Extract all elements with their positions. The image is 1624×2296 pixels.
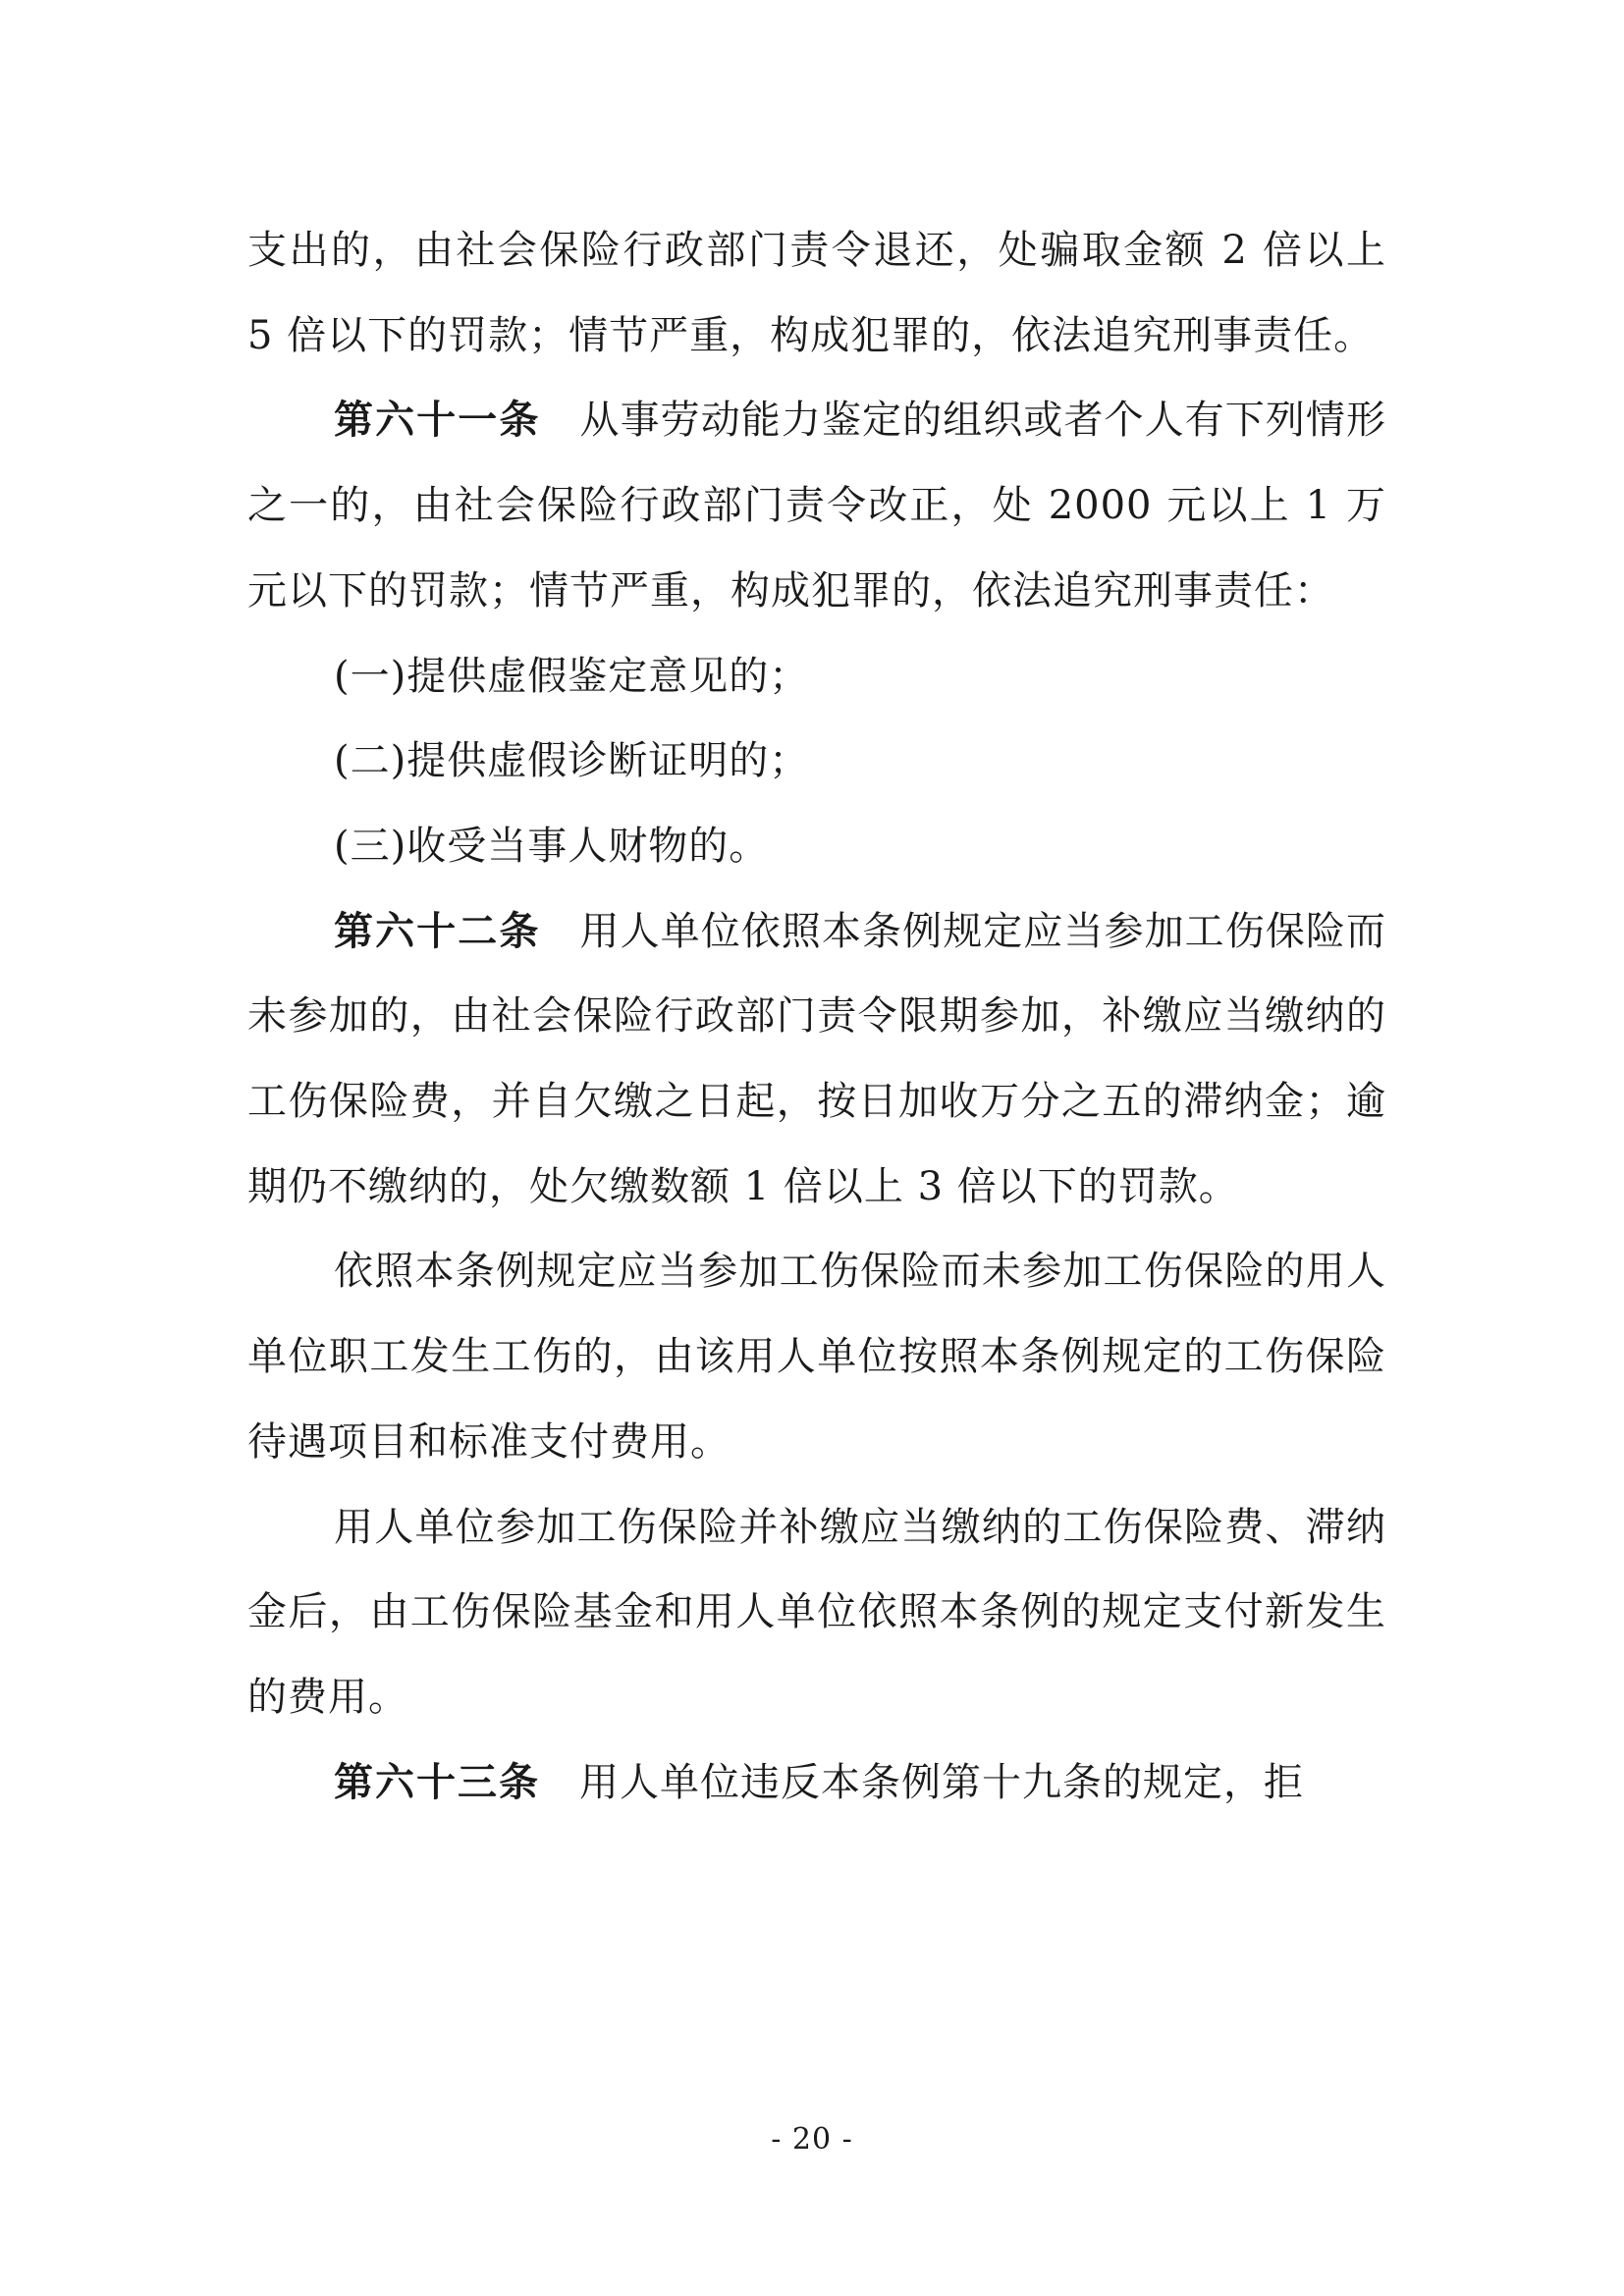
article-title: 第六十三条 <box>334 1759 540 1805</box>
paragraph-text: 从事劳动能力鉴定的组织或者个人有下列情形之一的，由社会保险行政部门责令改正，处 2000 元以上 1 万元以下的罚款；情节严重，构成犯罪的，依法追究刑事责任： <box>247 398 1387 614</box>
article-title: 第六十二条 <box>334 908 541 954</box>
body-text <box>247 208 1386 1825</box>
paragraph-text: 用人单位违反本条例第十九条的规定，拒 <box>579 1759 1304 1805</box>
list-item-text: (一)提供虚假鉴定意见的； <box>334 653 810 699</box>
article-61 <box>247 378 1386 633</box>
article-63 <box>247 1740 1386 1826</box>
paragraph-text: 支出的，由社会保险行政部门责令退还，处骗取金额 2 倍以上 5 倍以下的罚款；情节严重，构成犯罪的，依法追究刑事责任。 <box>247 228 1386 358</box>
list-item-text: (三)收受当事人财物的。 <box>334 823 770 869</box>
article-62 <box>247 889 1386 1230</box>
paragraph-text: 依照本条例规定应当参加工伤保险而未参加工伤保险的用人单位职工发生工伤的，由该用人单位按照本条例规定的工伤保险待遇项目和标准支付费用。 <box>247 1249 1386 1465</box>
list-item-3 <box>247 804 1386 889</box>
article-title: 第六十一条 <box>334 398 541 444</box>
paragraph-8 <box>247 1485 1386 1740</box>
page-number: - 20 - <box>771 2122 853 2157</box>
list-item-1 <box>247 634 1386 720</box>
paragraph-text: 用人单位参加工伤保险并补缴应当缴纳的工伤保险费、滞纳金后，由工伤保险基金和用人单位依照本条例的规定支付新发生的费用。 <box>247 1504 1386 1720</box>
paragraph-1 <box>247 208 1386 378</box>
paragraph-7 <box>247 1229 1386 1484</box>
list-item-2 <box>247 719 1386 804</box>
paragraph-text: 用人单位依照本条例规定应当参加工伤保险而未参加的，由社会保险行政部门责令限期参加，补缴应当缴纳的工伤保险费，并自欠缴之日起，按日加收万分之五的滞纳金；逾期仍不缴纳的，处欠缴数额 1 倍以上 3 倍以下的罚款。 <box>247 908 1387 1209</box>
list-item-text: (二)提供虚假诊断证明的； <box>334 738 810 784</box>
